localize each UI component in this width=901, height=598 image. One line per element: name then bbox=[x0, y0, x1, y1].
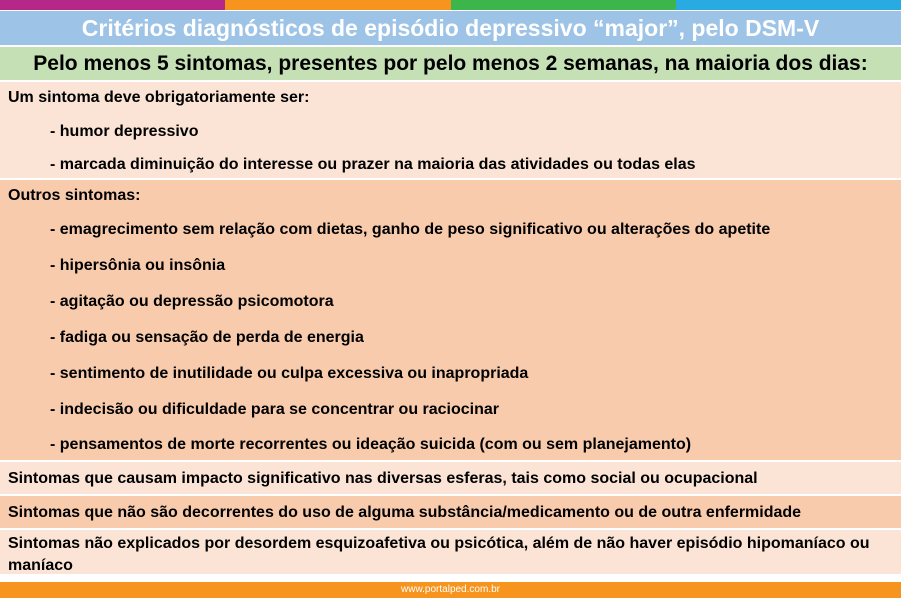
list-item: - sentimento de inutilidade ou culpa excessiva ou inapropriada bbox=[50, 365, 529, 382]
others-heading: Outros sintomas: bbox=[8, 187, 141, 204]
criterion-substance: Sintomas que não são decorrentes do uso de alguma substância/medicamento ou de outra enfermidade bbox=[0, 494, 901, 528]
criterion-psychotic: Sintomas não explicados por desordem esquizoafetiva ou psicótica, além de não haver episódio hipomaníaco ou maníaco bbox=[0, 528, 901, 574]
list-item: - agitação ou depressão psicomotora bbox=[50, 293, 334, 310]
strip-green bbox=[451, 0, 676, 10]
list-item: - pensamentos de morte recorrentes ou ideação suicida (com ou sem planejamento) bbox=[50, 436, 692, 453]
page-subtitle: Pelo menos 5 sintomas, presentes por pelo menos 2 semanas, na maioria dos dias: bbox=[0, 47, 901, 82]
mandatory-heading: Um sintoma deve obrigatoriamente ser: bbox=[8, 89, 310, 106]
others-section bbox=[0, 178, 901, 460]
list-item: - hipersônia ou insônia bbox=[50, 257, 226, 274]
strip-orange bbox=[225, 0, 450, 10]
footer-url: www.portalped.com.br bbox=[0, 582, 901, 598]
mandatory-section bbox=[0, 82, 901, 178]
strip-blue bbox=[676, 0, 901, 10]
page-title: Critérios diagnósticos de episódio depressivo “major”, pelo DSM-V bbox=[0, 10, 901, 47]
list-item: - indecisão ou dificuldade para se concentrar ou raciocinar bbox=[50, 401, 500, 418]
list-item: - marcada diminuição do interesse ou prazer na maioria das atividades ou todas elas bbox=[50, 156, 696, 173]
list-item: - fadiga ou sensação de perda de energia bbox=[50, 329, 364, 346]
strip-magenta bbox=[0, 0, 225, 10]
list-item: - humor depressivo bbox=[50, 123, 199, 140]
color-strip bbox=[0, 0, 901, 10]
list-item: - emagrecimento sem relação com dietas, ganho de peso significativo ou alterações do apetite bbox=[50, 221, 771, 238]
criterion-impact: Sintomas que causam impacto significativo nas diversas esferas, tais como social ou ocupacional bbox=[0, 460, 901, 494]
